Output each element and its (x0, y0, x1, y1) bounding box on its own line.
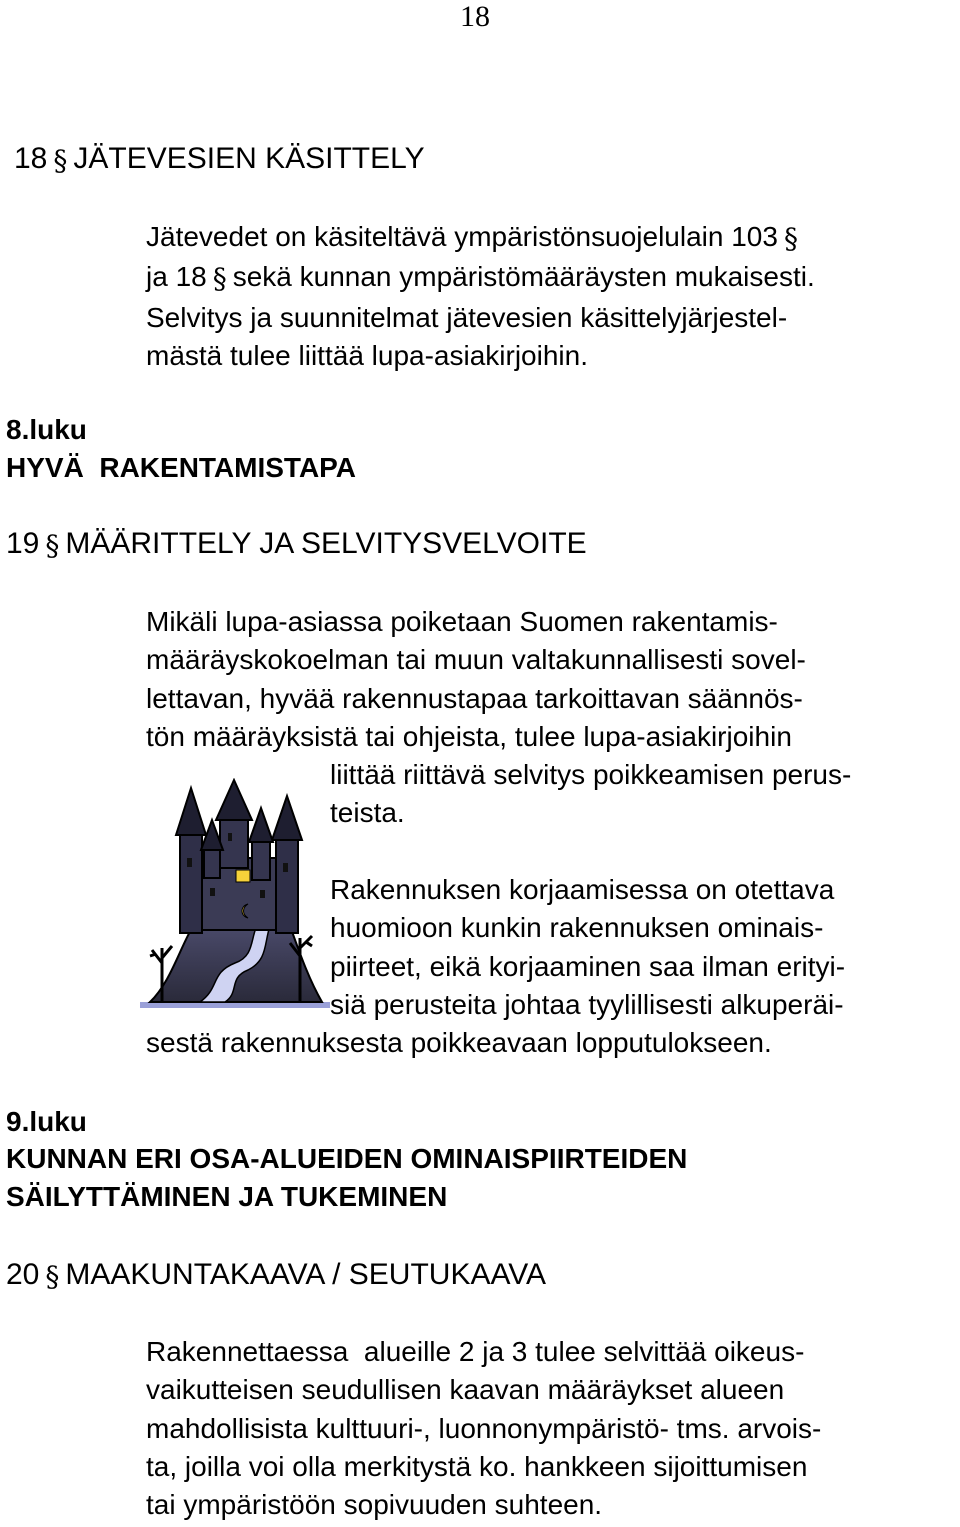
section-20-heading (6, 1258, 546, 1293)
text-line: liittää riittävä selvitys poikkeamisen perus- (330, 759, 852, 791)
section-symbol: § (53, 144, 68, 177)
section-symbol: § (783, 222, 798, 255)
section-number: 20 (6, 1258, 40, 1291)
text-line: tai ympäristöön sopivuuden suhteen. (146, 1489, 603, 1521)
section-symbol: § (45, 1260, 60, 1293)
text-line: siä perusteita johtaa tyylillisesti alkuperäi- (330, 988, 844, 1020)
section-title: MÄÄRITTELY JA SELVITYSVELVOITE (65, 527, 587, 560)
section-number: 18 (14, 142, 48, 175)
chapter-9-title-line-2: SÄILYTTÄMINEN JA TUKEMINEN (6, 1181, 448, 1212)
text-line: lettavan, hyvää rakennustapaa tarkoittavan säännös- (146, 682, 803, 714)
text-line: Rakennuksen korjaamisessa on otettava (330, 874, 835, 905)
text-line: Selvitys ja suunnitelmat jätevesien käsittelyjärjestel- (146, 301, 788, 333)
text-line: Jätevedet on käsiteltävä ympäristönsuojelulain 103 § (146, 218, 815, 258)
chapter-8-label: 8.luku (6, 414, 87, 445)
text-line: mästä tulee liittää lupa-asiakirjoihin. (146, 339, 588, 371)
section-18-heading (14, 142, 425, 177)
section-symbol: § (212, 262, 227, 296)
text-line: määräyskokoelman tai muun valtakunnallisesti sovel- (146, 644, 806, 676)
text-line: mahdollisista kulttuuri-, luonnonympäristö- tms. arvois- (146, 1412, 822, 1444)
section-title: JÄTEVESIEN KÄSITTELY (73, 142, 425, 175)
section-symbol: § (45, 529, 60, 562)
text-line: ta, joilla voi olla merkitystä ko. hankkeen sijoittumisen (146, 1450, 808, 1482)
section-title: MAAKUNTAKAAVA / SEUTUKAAVA (65, 1258, 547, 1291)
page-number: 18 (460, 0, 490, 33)
section-18-body (146, 218, 815, 375)
text-line: piirteet, eikä korjaaminen saa ilman erityi- (330, 950, 846, 982)
section-19-paragraph-2 (146, 871, 845, 1062)
text-line: huomioon kunkin rakennuksen ominais- (330, 912, 824, 944)
section-number: 19 (6, 527, 40, 560)
section-19-heading (6, 527, 587, 562)
text-line: vaikutteisen seudullisen kaavan määräykset alueen (146, 1374, 785, 1406)
text-line: Rakennettaessa alueille 2 ja 3 tulee selvittää oikeus- (146, 1336, 805, 1367)
text-line: tön määräyksistä tai ohjeista, tulee lupa-asiakirjoihin (146, 720, 792, 752)
text-line: ja 18 § sekä kunnan ympäristömääräysten mukaisesti. (146, 258, 815, 298)
chapter-9-title-line-1: KUNNAN ERI OSA-ALUEIDEN OMINAISPIIRTEIDEN (6, 1143, 688, 1174)
text-line: Mikäli lupa-asiassa poiketaan Suomen rakentamis- (146, 606, 778, 637)
chapter-9-label: 9.luku (6, 1106, 87, 1137)
text-line: teista. (330, 797, 405, 829)
text-line: sestä rakennuksesta poikkeavaan lopputulokseen. (146, 1027, 772, 1059)
section-20-body (146, 1333, 821, 1524)
chapter-8-title: HYVÄ RAKENTAMISTAPA (6, 452, 356, 483)
